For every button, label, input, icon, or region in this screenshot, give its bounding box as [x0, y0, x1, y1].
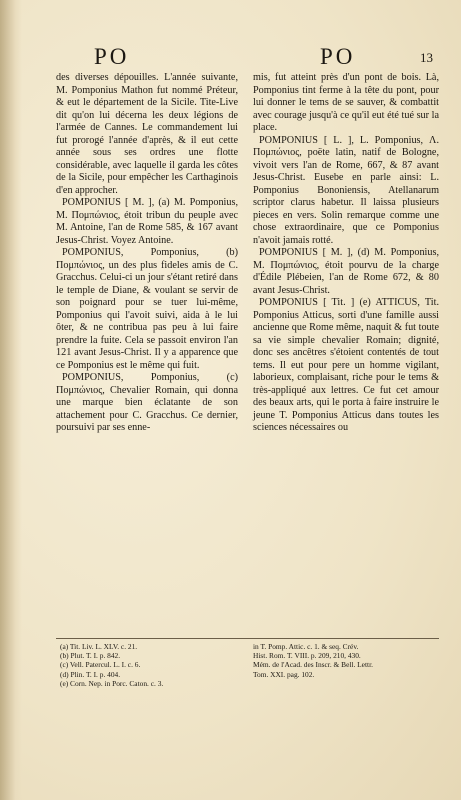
entry-continuation-mathon: des diverses dépouilles. L'année suivante, M. Pomponius Mathon fut nommé Préteur, & eut le département de la Sicile. Tite-Live dit qu'on lui décerna les deux légions de l'armée de Cannes. Le commandement lui fut prorogé l'année d'après, & il eut cette année sous ses ordres une flotte considérable, avec laquelle il garda les côtes de la Sicile, pour empêcher les Carthaginois d'en approcher. [56, 72, 238, 196]
entry-pomponius-ami-gracchus: POMPONIUS, Pomponius, (b) Πομπώνιος, un des plus fideles amis de C. Gracchus. Celui-ci un jour s'étant retiré dans le temple de Diane, & voulant se servir de son poignard pour se tuer lui-même, Pomponius qui l'avoit suivi, aida à le lui ôter, & ne contribua pas peu à lui faire prendre la fuite. Cela se passoit environ l'an 121 avant Jesus-Christ. Il y a apparence que ce Pomponius est le même qui fuit. [56, 247, 238, 371]
footnote-e-cont-1: in T. Pomp. Attic. c. 1. & seq. Crév. [253, 642, 359, 651]
footnotes-right [253, 642, 439, 679]
left-column [56, 72, 238, 435]
footnote-a: (a) Tit. Liv. L. XLV. c. 21. [60, 642, 138, 651]
footnote-b: (b) Plut. T. I. p. 842. [60, 651, 121, 661]
footnote-c: (c) Vell. Patercul. L. I. c. 6. [60, 660, 141, 670]
footnote-e-cont-4: Tom. XXI. pag. 102. [253, 669, 315, 679]
footnote-e-cont-2: Hist. Rom. T. VIII. p. 209, 210, 430. [253, 651, 361, 661]
entry-pomponius-atticus: POMPONIUS [ Tit. ] (e) ATTICUS, Tit. Pomponius Atticus, sorti d'une famille aussi ancienne que Rome même, naquit & fut toute sa vie simple chevalier Romain; dignité, donc ses ancêtres s'étoient contentés de tout tems. Il eut pour pere un homme vigilant, laborieux, complaisant, riche pour le tems & très-appliqué aux lettres. Ce fut cet amour des beaux arts, qui le porta à faire instruire le jeune T. Pomponius Atticus dans toutes les sciences nécessaires ou [253, 297, 439, 433]
footnote-rule [56, 638, 439, 639]
footnote-e: (e) Corn. Nep. in Porc. Caton. c. 3. [60, 678, 164, 688]
entry-pomponius-m-tribun: POMPONIUS [ M. ], (a) M. Pomponius, M. Πομπώνιος, étoit tribun du peuple avec M. Antoine, l'an de Rome 585, & 167 avant Jesus-Christ. Voyez Antoine. [56, 197, 238, 246]
footnote-d: (d) Plin. T. I. p. 404. [60, 669, 121, 679]
entry-pomponius-l-poete: POMPONIUS [ L. ], L. Pomponius, Λ. Πομπώνιος, poëte latin, natif de Bologne, vivoit vers l'an de Rome, 667, & 87 avant Jesus-Christ. Eusebe en parle ainsi: L. Pomponius Bononiensis, Atellanarum scriptor clarus habetur. Il laissa plusieurs pieces en vers. Solin remarque comme une chose extraordinaire, que ce Pomponius n'avoit jamais rotté. [253, 134, 439, 246]
right-running-head: PO [320, 44, 356, 69]
running-header [66, 44, 433, 70]
right-column [253, 72, 439, 435]
entry-pomponius-m-edile: POMPONIUS [ M. ], (d) M. Pomponius, M. Πομπώνιος, étoit pourvu de la charge d'Édile Plébeien, l'an de Rome 672, & 80 avant Jesus-Christ. [253, 247, 439, 296]
page-number: 13 [420, 50, 433, 65]
entry-pomponius-chevalier: POMPONIUS, Pomponius, (c) Πομπώνιος, Chevalier Romain, qui donna une marque bien éclatante de son attachement pour C. Gracchus. Ce dernier, poursuivi par ses enne- [56, 372, 238, 433]
footnote-e-cont-3: Mém. de l'Acad. des Inscr. & Bell. Lettr. [253, 660, 373, 670]
page-gutter-shadow [0, 0, 22, 800]
footnotes-left [60, 642, 240, 688]
left-running-head: PO [94, 44, 130, 69]
entry-continuation-chevalier: mis, fut atteint près d'un pont de bois. Là, Pomponius tint ferme à la tête du pont, pour lui donner le tems de se sauver, & combattit avec courage jusqu'à ce qu'il eut été tué sur la place. [253, 72, 439, 133]
